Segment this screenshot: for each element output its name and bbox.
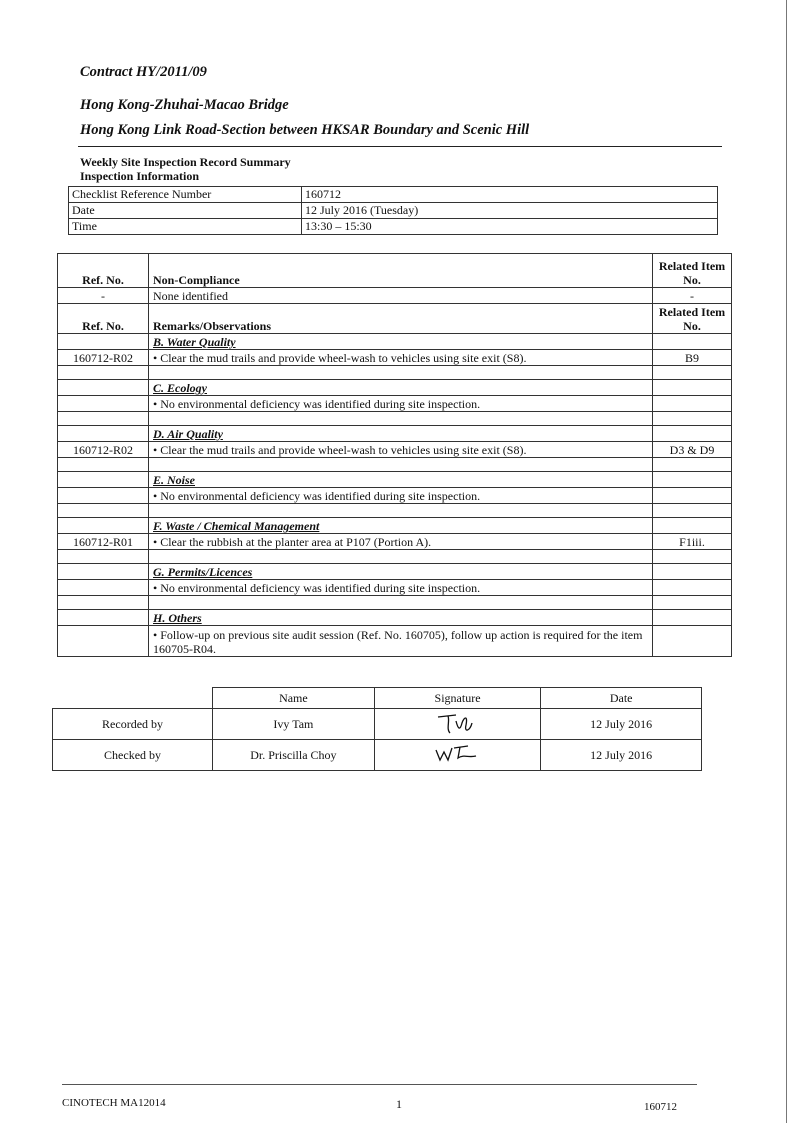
info-key: Date xyxy=(69,203,302,219)
signature-mark xyxy=(428,709,488,735)
section-title-row xyxy=(58,472,732,488)
remark-row xyxy=(58,534,732,550)
section-title: D. Air Quality xyxy=(149,426,653,442)
remark-row xyxy=(58,580,732,596)
remark-text: • No environmental deficiency was identified during site inspection. xyxy=(149,488,653,504)
section-title: C. Ecology xyxy=(149,380,653,396)
section-title-row xyxy=(58,334,732,350)
ref-no-cell: 160712-R01 xyxy=(58,534,149,550)
remark-text: • Clear the mud trails and provide wheel-wash to vehicles using site exit (S8). xyxy=(149,442,653,458)
signature-cell xyxy=(374,709,541,740)
ref-no-cell xyxy=(58,580,149,596)
signature-cell xyxy=(374,740,541,771)
record-title: Weekly Site Inspection Record Summary xyxy=(80,155,291,169)
signoff-row xyxy=(53,740,702,771)
related-item-header: Related Item No. xyxy=(653,304,732,334)
inspection-info-table xyxy=(68,186,718,235)
ref-no-cell xyxy=(58,396,149,412)
section-title: G. Permits/Licences xyxy=(149,564,653,580)
related-item-cell: F1iii. xyxy=(653,534,732,550)
related-item-header: Related Item No. xyxy=(653,254,732,288)
date-cell: 12 July 2016 xyxy=(541,740,702,771)
remark-row xyxy=(58,488,732,504)
info-value: 160712 xyxy=(302,187,718,203)
footer-company: CINOTECH MA12014 xyxy=(62,1097,166,1109)
ref-no-cell: 160712-R02 xyxy=(58,442,149,458)
ref-no-header: Ref. No. xyxy=(58,304,149,334)
remark-text: • No environmental deficiency was identified during site inspection. xyxy=(149,580,653,596)
remark-text: • Clear the rubbish at the planter area at P107 (Portion A). xyxy=(149,534,653,550)
noncompliance-cell: None identified xyxy=(149,288,653,304)
role-cell: Checked by xyxy=(53,740,213,771)
ref-no-cell xyxy=(58,488,149,504)
title-divider xyxy=(78,146,722,147)
remark-text: • No environmental deficiency was identified during site inspection. xyxy=(149,396,653,412)
signoff-table xyxy=(52,687,702,771)
info-title: Inspection Information xyxy=(80,169,200,183)
remarks-header: Remarks/Observations xyxy=(149,304,653,334)
related-item-cell xyxy=(653,580,732,596)
info-value: 12 July 2016 (Tuesday) xyxy=(302,203,718,219)
info-row xyxy=(69,203,718,219)
ref-no-cell: - xyxy=(58,288,149,304)
signature-mark xyxy=(428,740,488,766)
project-title: Hong Kong-Zhuhai-Macao Bridge xyxy=(80,97,289,113)
remark-row xyxy=(58,350,732,366)
date-cell: 12 July 2016 xyxy=(541,709,702,740)
remarks-header-row xyxy=(58,304,732,334)
related-item-cell xyxy=(653,396,732,412)
ref-no-cell xyxy=(58,626,149,657)
footer-divider xyxy=(62,1084,697,1085)
section-title-row xyxy=(58,380,732,396)
section-title-row xyxy=(58,426,732,442)
remark-row xyxy=(58,396,732,412)
section-title: E. Noise xyxy=(149,472,653,488)
page-number: 1 xyxy=(396,1097,402,1111)
noncompliance-header-row xyxy=(58,254,732,288)
date-header: Date xyxy=(541,688,702,709)
ref-no-header: Ref. No. xyxy=(58,254,149,288)
signer-name: Dr. Priscilla Choy xyxy=(213,740,375,771)
section-title-row xyxy=(58,564,732,580)
signature-header: Signature xyxy=(374,688,541,709)
section-title: H. Others xyxy=(149,610,653,626)
related-item-cell xyxy=(653,488,732,504)
signoff-header-row xyxy=(53,688,702,709)
remark-row xyxy=(58,626,732,657)
remark-text: • Follow-up on previous site audit session (Ref. No. 160705), follow up action is required for the item 160705-R04. xyxy=(149,626,653,657)
signer-name: Ivy Tam xyxy=(213,709,375,740)
ref-no-cell: 160712-R02 xyxy=(58,350,149,366)
info-value: 13:30 – 15:30 xyxy=(302,219,718,235)
related-item-cell: D3 & D9 xyxy=(653,442,732,458)
related-item-cell xyxy=(653,626,732,657)
info-row xyxy=(69,187,718,203)
remark-text: • Clear the mud trails and provide wheel-wash to vehicles using site exit (S8). xyxy=(149,350,653,366)
section-title-row xyxy=(58,518,732,534)
footer-reference: 160712 xyxy=(644,1101,677,1113)
section-title: F. Waste / Chemical Management xyxy=(149,518,653,534)
section-title: B. Water Quality xyxy=(149,334,653,350)
role-cell: Recorded by xyxy=(53,709,213,740)
related-item-cell: B9 xyxy=(653,350,732,366)
project-subtitle: Hong Kong Link Road-Section between HKSAR Boundary and Scenic Hill xyxy=(80,122,530,138)
related-item-cell: - xyxy=(653,288,732,304)
noncompliance-row xyxy=(58,288,732,304)
contract-number: Contract HY/2011/09 xyxy=(80,64,207,80)
inspection-summary-table xyxy=(57,253,732,657)
remark-row xyxy=(58,442,732,458)
scan-edge xyxy=(786,0,787,1123)
info-row xyxy=(69,219,718,235)
section-title-row xyxy=(58,610,732,626)
noncompliance-header: Non-Compliance xyxy=(149,254,653,288)
name-header: Name xyxy=(213,688,375,709)
signoff-row xyxy=(53,709,702,740)
info-key: Checklist Reference Number xyxy=(69,187,302,203)
info-key: Time xyxy=(69,219,302,235)
